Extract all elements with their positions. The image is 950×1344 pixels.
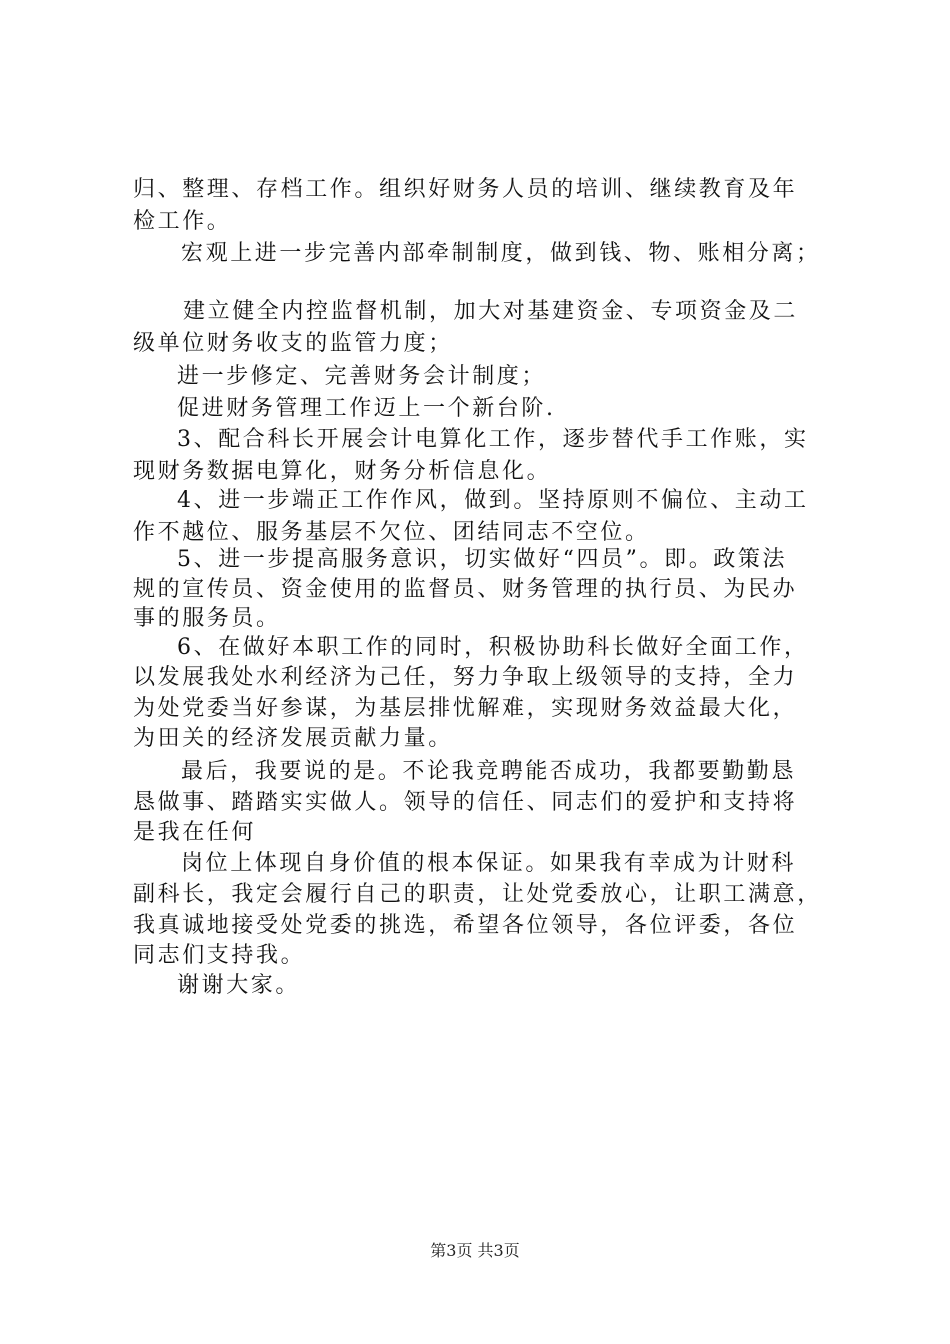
text-line: 归、整理、存档工作。组织好财务人员的培训、继续教育及年 — [133, 177, 798, 202]
text-line: 进一步修定、完善财务会计制度； — [177, 364, 547, 389]
text-line: 最后，我要说的是。不论我竞聘能否成功，我都要勤勤恳 — [181, 759, 797, 784]
text-line: 事的服务员。 — [133, 606, 281, 631]
text-line: 同志们支持我。 — [133, 943, 306, 968]
text-line: 5、进一步提高服务意识，切实做好“四员”。即。政策法 — [177, 547, 788, 572]
text-line: 规的宣传员、资金使用的监督员、财务管理的执行员、为民办 — [133, 577, 798, 602]
text-line: 恳做事、踏踏实实做人。领导的信任、同志们的爱护和支持将 — [133, 790, 798, 815]
page-number-footer: 第3页 共3页 — [430, 1241, 520, 1260]
text-line: 3、配合科长开展会计电算化工作，逐步替代手工作账，实 — [177, 427, 809, 452]
text-line: 为田关的经济发展贡献力量。 — [133, 726, 453, 751]
text-line: 宏观上进一步完善内部牵制制度，做到钱、物、账相分离； — [181, 241, 821, 266]
text-line: 岗位上体现自身价值的根本保证。如果我有幸成为计财科 — [181, 851, 797, 876]
text-line: 是我在任何 — [133, 820, 257, 845]
text-line: 现财务数据电算化，财务分析信息化。 — [133, 459, 552, 484]
text-line: 检工作。 — [133, 209, 232, 234]
text-line: 6、在做好本职工作的同时，积极协助科长做好全面工作， — [177, 635, 809, 660]
text-line: 级单位财务收支的监管力度； — [133, 331, 453, 356]
text-line: 作不越位、服务基层不欠位、团结同志不空位。 — [133, 520, 650, 545]
text-line: 我真诚地接受处党委的挑选，希望各位领导，各位评委，各位 — [133, 913, 798, 938]
text-line: 促进财务管理工作迈上一个新台阶. — [177, 396, 556, 421]
text-line: 4、进一步端正工作作风，做到。坚持原则不偏位、主动工 — [177, 488, 809, 513]
text-line: 谢谢大家。 — [177, 973, 301, 998]
text-line: 以发展我处水利经济为己任，努力争取上级领导的支持，全力 — [133, 665, 798, 690]
text-line: 为处党委当好参谋，为基层排忧解难，实现财务效益最大化， — [133, 696, 798, 721]
text-line: 建立健全内控监督机制，加大对基建资金、专项资金及二 — [183, 299, 799, 324]
text-line: 副科长，我定会履行自己的职责，让处党委放心，让职工满意， — [133, 882, 822, 907]
